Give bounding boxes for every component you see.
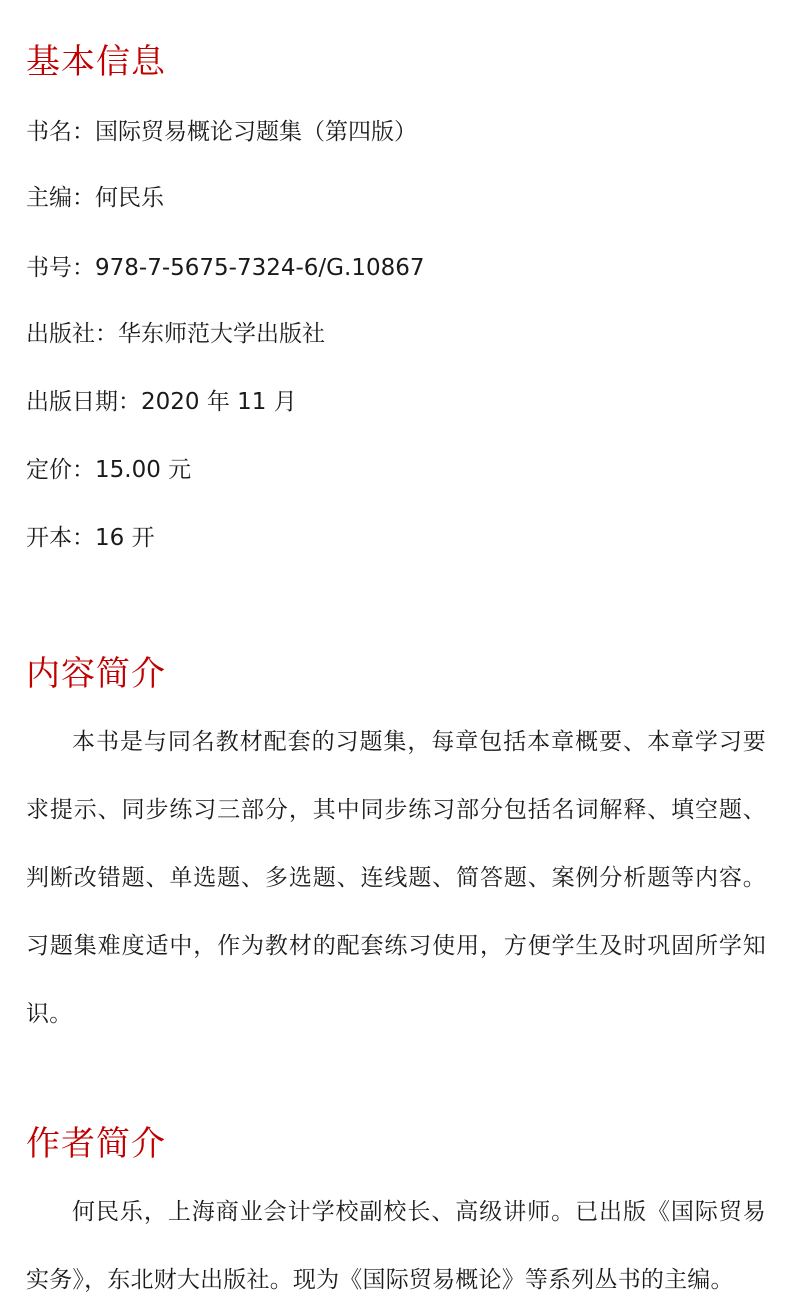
isbn-line: 书号：978-7-5675-7324-6/G.10867	[26, 255, 425, 281]
summary-paragraph: 本书是与同名教材配套的习题集，每章包括本章概要、本章学习要求提示、同步练习三部分，其中同步练习部分包括名词解释、填空题、判断改错题、单选题、多选题、连线题、简答题、案例分析题等内容。习题集难度适中，作为教材的配套练习使用，方便学生及时巩固所学知识。	[26, 729, 766, 1027]
author-paragraph: 何民乐，上海商业会计学校副校长、高级讲师。已出版《国际贸易实务》，东北财大出版社。现为《国际贸易概论》等系列丛书的主编。	[26, 1199, 766, 1293]
format-line: 开本：16 开	[26, 525, 155, 551]
editor-line: 主编：何民乐	[26, 185, 164, 211]
book-title-line: 书名：国际贸易概论习题集（第四版）	[26, 119, 417, 145]
publication-date-line: 出版日期：2020 年 11 月	[26, 389, 297, 415]
basic-info-heading: 基本信息	[26, 42, 166, 82]
author-heading: 作者简介	[26, 1124, 166, 1164]
publisher-line: 出版社：华东师范大学出版社	[26, 321, 325, 347]
summary-heading: 内容简介	[26, 654, 166, 694]
price-line: 定价：15.00 元	[26, 457, 192, 483]
